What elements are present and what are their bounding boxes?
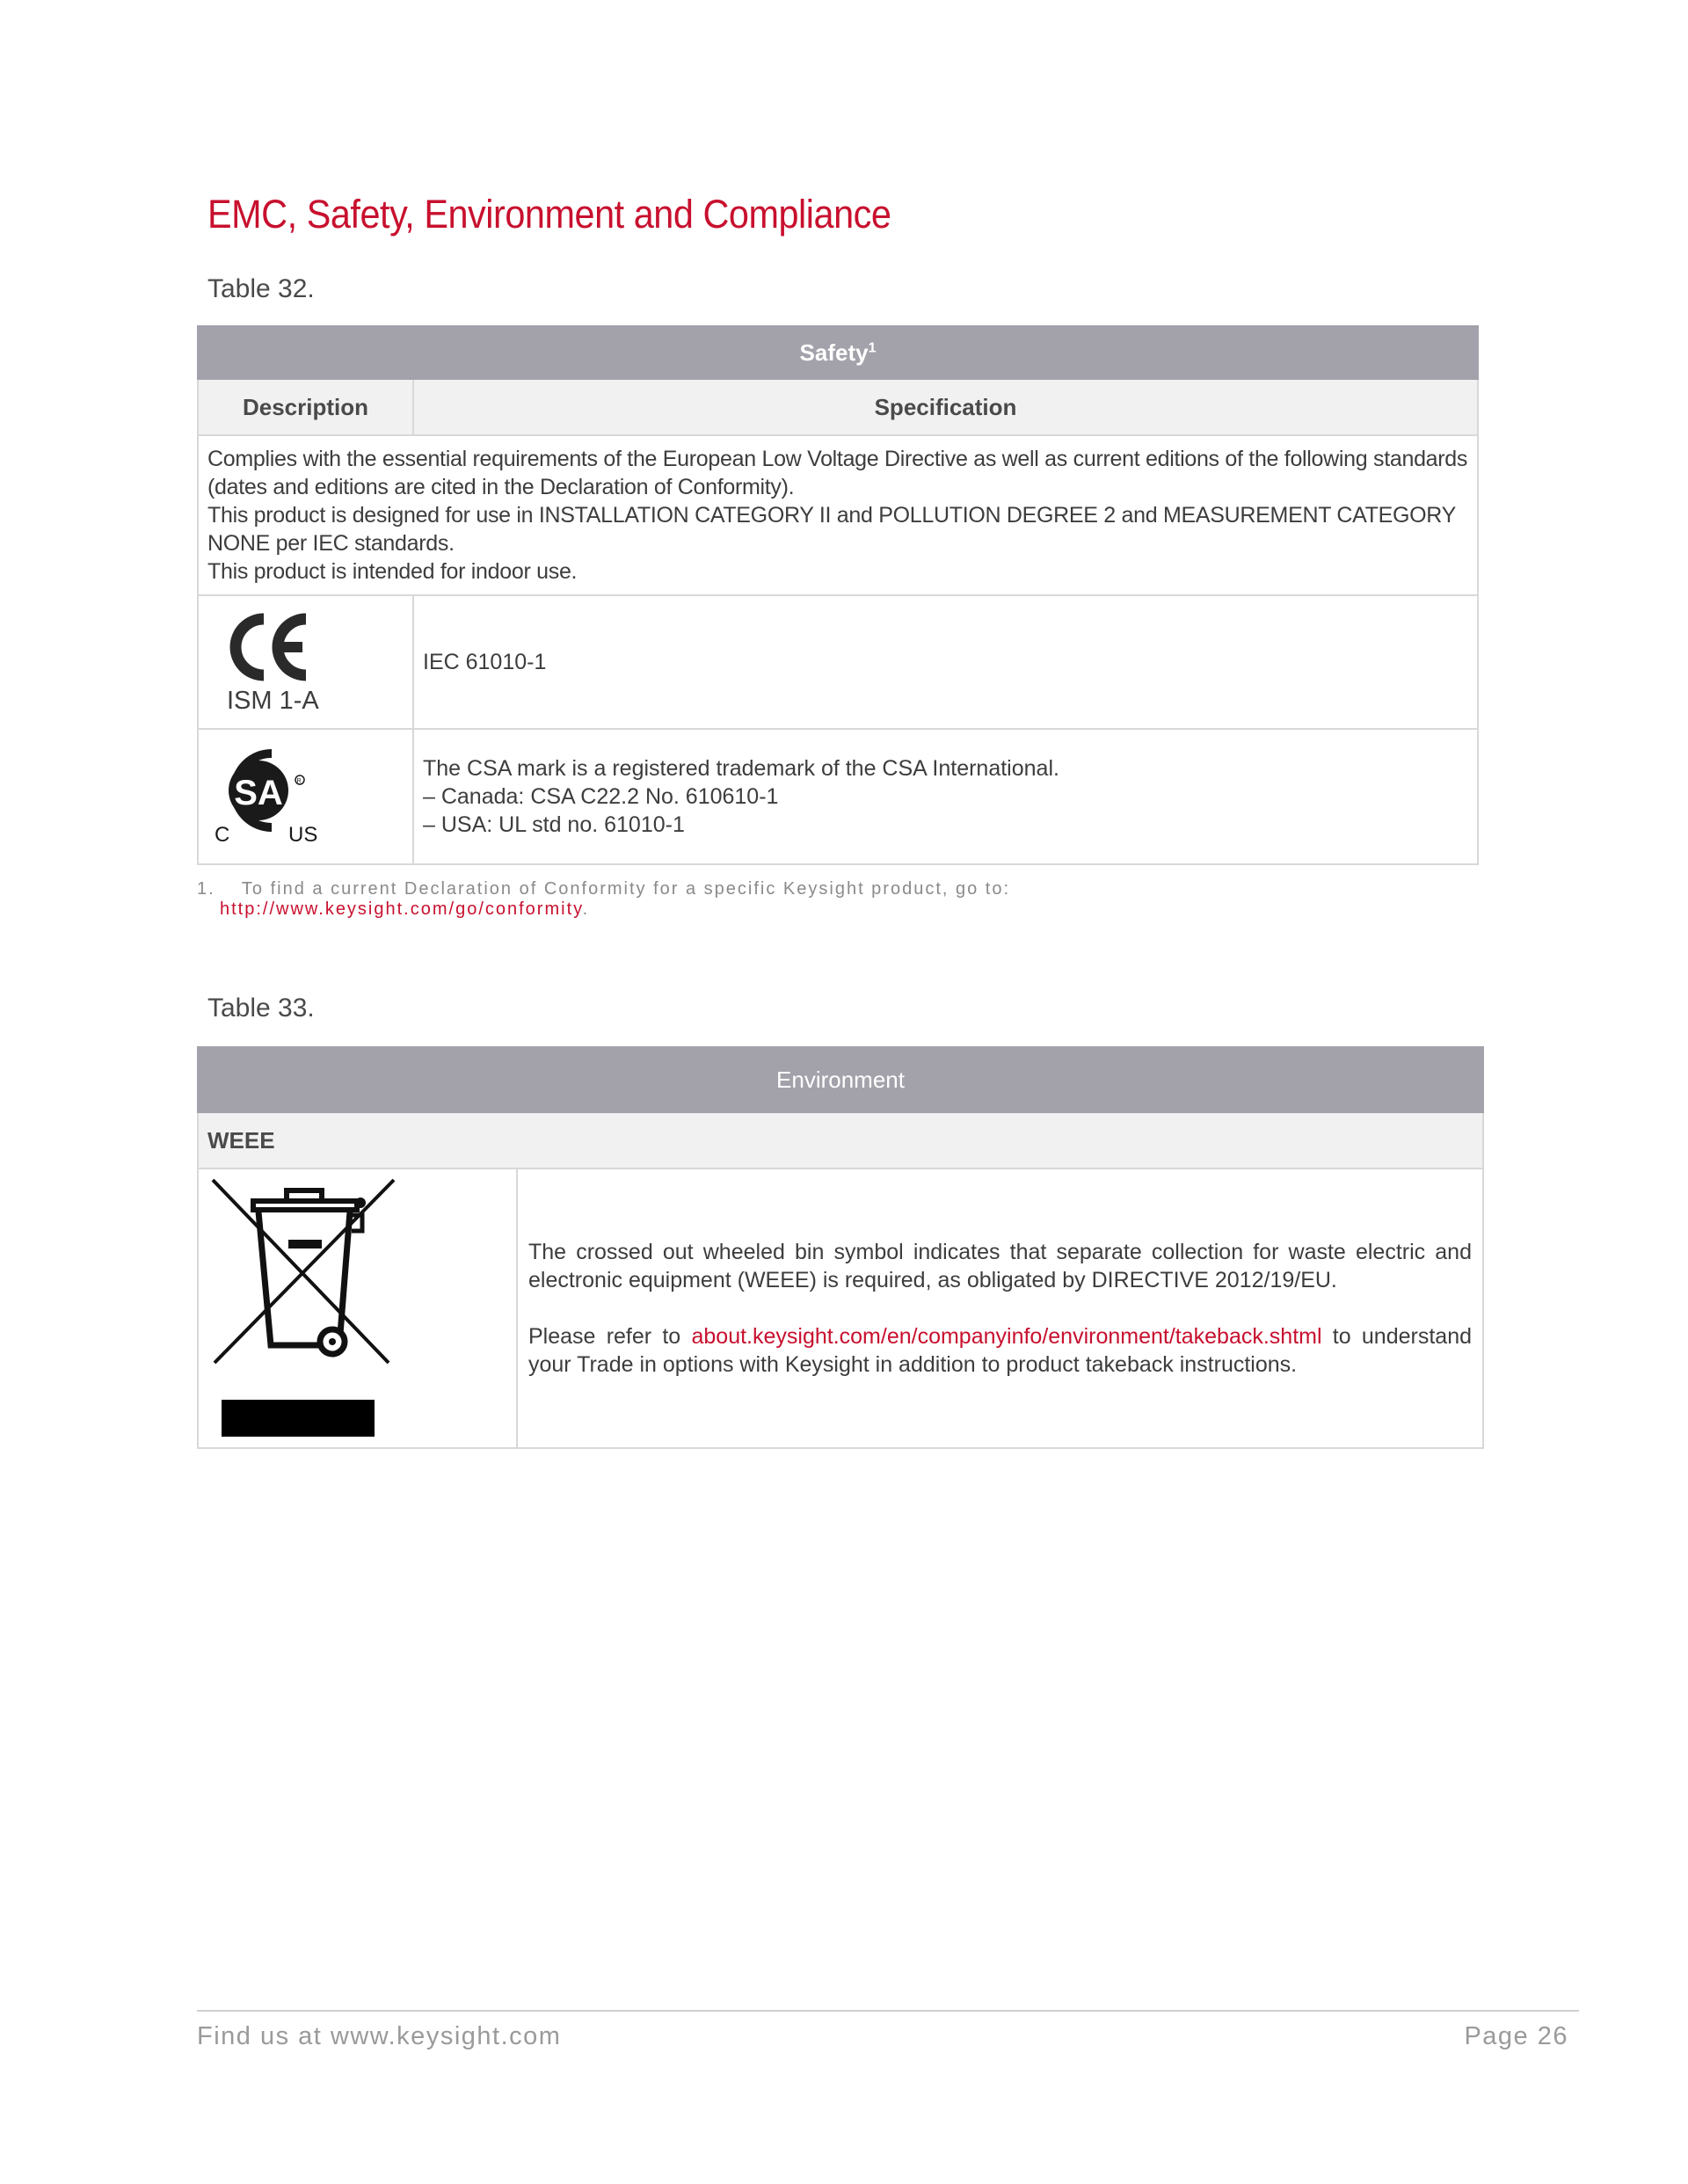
- table-row: [198, 729, 1478, 864]
- svg-text:SA: SA: [234, 773, 283, 812]
- table-row: [198, 1168, 1483, 1448]
- conformity-link[interactable]: http://www.keysight.com/go/conformity: [220, 899, 583, 919]
- safety-header-label: Safety: [799, 339, 869, 366]
- ce-logo-text: ISM 1-A: [227, 686, 319, 715]
- weee-paragraph-2: [528, 1322, 1472, 1379]
- safety-header-footnote-ref: 1: [868, 339, 877, 355]
- table-33-caption: Table 33.: [207, 994, 315, 1023]
- takeback-link[interactable]: about.keysight.com/en/companyinfo/environment/takeback.shtml: [691, 1324, 1322, 1349]
- intro-line: This product is designed for use in INSTALLATION CATEGORY II and POLLUTION DEGREE 2 and MEASUREMENT CATEGORY NONE per IEC standards.: [207, 503, 1456, 556]
- csa-logo-text-us: US: [288, 822, 318, 847]
- safety-table-header: [198, 326, 1478, 379]
- ce-logo-cell: [198, 595, 413, 729]
- footer-page-number: Page 26: [1464, 2022, 1568, 2050]
- csa-mark-icon: [207, 738, 401, 852]
- safety-intro-cell: [198, 435, 1478, 595]
- footer-website: Find us at www.keysight.com: [197, 2022, 562, 2050]
- spec-line: IEC 61010-1: [423, 650, 547, 674]
- weee-text-cell: [517, 1168, 1483, 1448]
- crossed-wheeled-bin-icon: [207, 1176, 410, 1440]
- spec-line: The CSA mark is a registered trademark of the CSA International.: [423, 756, 1059, 781]
- environment-table: [197, 1046, 1484, 1449]
- table-row: [198, 595, 1478, 729]
- table-32-caption: Table 32.: [207, 274, 315, 303]
- footer-divider: [197, 2010, 1579, 2012]
- environment-table-header: Environment: [198, 1047, 1483, 1112]
- column-header-description: Description: [198, 379, 413, 435]
- page-title: EMC, Safety, Environment and Compliance: [207, 192, 891, 237]
- csa-logo-text-c: C: [215, 822, 230, 847]
- para2-after: to understand your Trade in options with Keysight in addition to product takeback instructions.: [528, 1324, 1472, 1377]
- footnote-end: .: [582, 899, 590, 919]
- footnote-number: 1.: [197, 879, 215, 899]
- safety-table: [197, 325, 1479, 865]
- csa-logo-cell: [198, 729, 413, 864]
- spec-line: – USA: UL std no. 61010-1: [423, 812, 685, 837]
- footnote-text: To find a current Declaration of Conformity for a specific Keysight product, go to:: [241, 879, 1011, 899]
- ce-mark-icon: [207, 603, 401, 717]
- safety-footnote: [197, 879, 1481, 920]
- csa-spec-cell: [413, 729, 1478, 864]
- ce-spec-cell: [413, 595, 1478, 729]
- weee-paragraph-1: The crossed out wheeled bin symbol indicates that separate collection for waste electric and electronic equipment (WEEE) is required, as obligated by DIRECTIVE 2012/19/EU.: [528, 1240, 1472, 1292]
- intro-line: This product is intended for indoor use.: [207, 559, 578, 584]
- column-header-specification: Specification: [413, 379, 1478, 435]
- spec-line: – Canada: CSA C22.2 No. 610610-1: [423, 784, 779, 809]
- intro-line: Complies with the essential requirements of the European Low Voltage Directive as well as current editions of the following standards (dates and editions are cited in the Declaration of Conformity).: [207, 447, 1468, 499]
- svg-text:R: R: [296, 777, 302, 784]
- para2-before: Please refer to: [528, 1324, 681, 1349]
- weee-logo-cell: [198, 1168, 517, 1448]
- weee-subheader: WEEE: [198, 1112, 1483, 1168]
